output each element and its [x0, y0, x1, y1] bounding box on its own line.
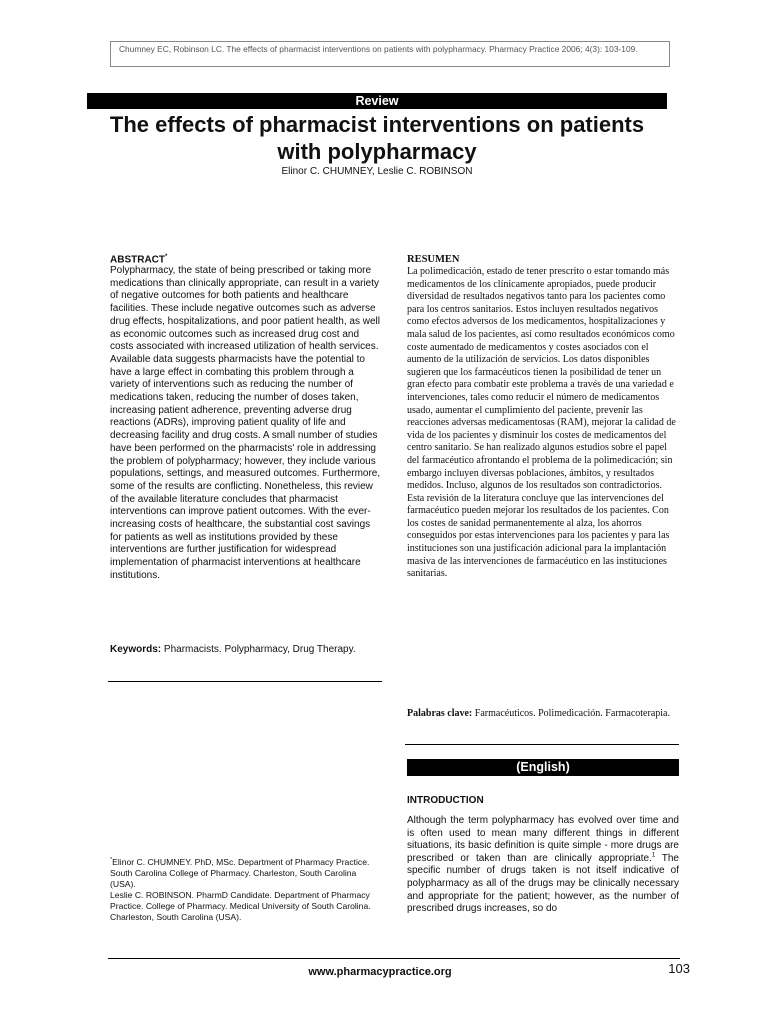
footer-divider	[108, 958, 680, 959]
resumen-heading: RESUMEN	[407, 254, 460, 265]
resumen-keywords	[407, 708, 679, 721]
introduction-heading: INTRODUCTION	[407, 795, 484, 806]
resumen-paragraph-1: La polimedicación, estado de tener prescrito o estar tomando más medicamentos de los clínicamente apropiados, puede producir diversidad de resultados negativos tanto para los pacientes como para los centros sanitarios. Estos incluyen resultados negativos como efectos adversos de los medicamentos, hospitalizaciones y mala salud de los pacientes, así como resultados económicos como coste aumentado de medicamentos y costes asociados con el aumento de la utilización de servicios. Los datos disponibles sugieren que los farmacéuticos tienen la posibilidad de tener un gran efecto para combatir este problema a través de una variedad e intervenciones, tales como reducir el número de medicamentos usado, aumentar el cumplimiento del paciente, prevenir las reacciones adversas medicamentosas (RAM), mejorar la calidad de vida de los pacientes y disminuir los costes de medicamentos del centro sanitario. Se han realizado algunos estudios sobre el papel del farmacéutico afrontando el problema de la polimedicación; sin embargo incluyen diversas poblaciones, ámbitos, y resultados medidos. Incluso, algunos de los resultados son contradictorios.	[407, 266, 676, 492]
footer-url[interactable]: www.pharmacypractice.org	[308, 966, 452, 978]
language-label-bar: (English)	[407, 759, 679, 776]
palabras-clave-text: Farmacéuticos. Polimedicación. Farmacoterapia.	[474, 708, 670, 719]
introduction-text-1: Although the term polypharmacy has evolved over time and is often used to mean many different things in different situations, its basic definition is quite simple - more drugs are prescribed or taken than are clinically appropriate.	[407, 815, 679, 864]
citation-box: Chumney EC, Robinson LC. The effects of pharmacist interventions on patients with polypharmacy. Pharmacy Practice 2006; 4(3): 103-109.	[110, 41, 670, 67]
author-footnote	[110, 855, 382, 923]
page-number: 103	[668, 961, 690, 976]
abstract-body: Polypharmacy, the state of being prescribed or taking more medications than clinically appropriate, can result in a variety of negative outcomes for both patients and healthcare facilities. These include negative outcomes such as adverse drug effects, hospitalizations, and poor patient health, as well as economic outcomes such as increased drug cost and costs associated with increased utilization of health services. Available data suggests pharmacists have the potential to have a large effect in combating this problem through a variety of interventions such as reducing the number of medications taken, reducing the number of doses taken, increasing patient adherence, preventing adverse drug reactions (ADRs), improving patient quality of life and decreasing facility and drug costs. A small number of studies have been performed on the pharmacists' role in addressing the problem of polypharmacy; however, they include various populations, settings, and measured outcomes. Furthermore, some of the results are conflicting. Nonetheless, this review of the available literature concludes that pharmacist interventions can improve patient outcomes. With the ever-increasing costs of healthcare, the substantial cost savings for patients as well as institutions provided by these interventions are further justification for widespread implementation of pharmacist interventions at healthcare institutions.	[110, 265, 381, 581]
footnote-marker: *	[110, 857, 113, 863]
abstract-divider	[108, 681, 382, 682]
authors: Elinor C. CHUMNEY, Leslie C. ROBINSON	[281, 166, 473, 177]
abstract-footnote-marker: *	[165, 254, 168, 260]
keywords-text: Pharmacists. Polypharmacy, Drug Therapy.	[163, 644, 356, 655]
footnote-line-1	[110, 855, 382, 890]
resumen-divider	[405, 744, 679, 745]
resumen-paragraph-2: Esta revisión de la literatura concluye que las intervenciones del farmacéutico pueden mejorar los resultados de los pacientes. Con los costes de sanidad permanentemente al alza, los ahorros conseguidos por estas intervenciones para los pacientes y para las instituciones son una justificación adicional para la implantación masiva de las intervenciones de farmacéutico en las instituciones sanitarias.	[407, 492, 670, 580]
keywords-label: Keywords:	[110, 644, 162, 655]
resumen-body	[407, 266, 679, 581]
footnote-text-1: Elinor C. CHUMNEY. PhD, MSc. Department of Pharmacy Practice. South Carolina College of Pharmacy. Charleston, South Carolina (USA).	[110, 856, 370, 889]
palabras-clave-label: Palabras clave:	[407, 708, 473, 719]
section-label-bar: Review	[87, 93, 667, 109]
introduction-text-2: The specific number of drugs taken is not itself indicative of polypharmacy as all of the drugs may be clinically necessary and appropriate for the patient; however, as the number of prescribed drugs increases, so do	[407, 852, 679, 915]
reference-marker: 1	[651, 852, 656, 859]
article-title: The effects of pharmacist interventions on patients with polypharmacy	[109, 112, 645, 164]
abstract-keywords	[110, 643, 382, 656]
introduction-body	[407, 815, 679, 916]
abstract-heading-text: ABSTRACT	[110, 254, 165, 266]
footnote-line-2: Leslie C. ROBINSON. PharmD Candidate. Department of Pharmacy Practice. College of Pharmacy. Medical University of South Carolina. Charleston, South Carolina (USA).	[110, 889, 371, 922]
